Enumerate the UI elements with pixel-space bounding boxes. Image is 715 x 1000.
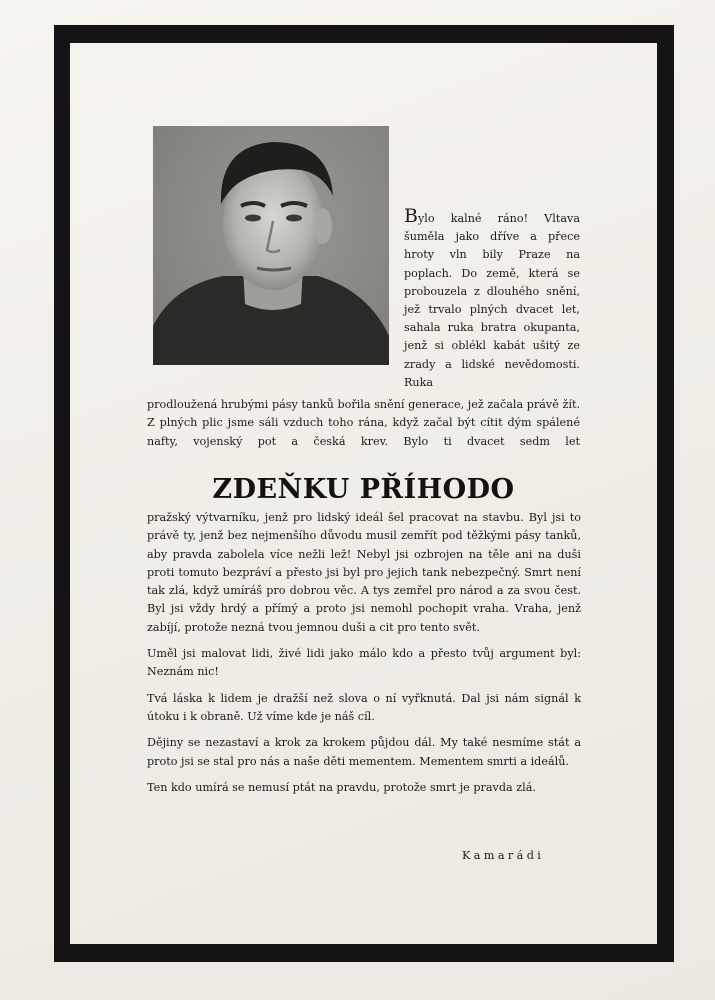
deceased-name-heading: ZDEŇKU PŘÍHODO [212,474,515,505]
eulogy-paragraph-3: Tvá láska k lidem je dražší než slova o ní vyřknutá. Dal jsi nám signál k útoku i k obraně. Už víme kde je náš cíl. [147,691,581,723]
eulogy-paragraph-1: pražský výtvarníku, jenž pro lidský ideál šel pracovat na stavbu. Byl jsi to právě ty, jenž bez nejmenšího důvodu musil zemřít pod těžkými pásy tanků, aby pravda zabolela více nežli lež! Nebyl jsi ozbrojen na těle ani na duši proti tomuto bezpráví a přesto jsi byl pro jejich tank nebezpečný. Smrt není tak zlá, když umíráš pro dobrou věc. A tys zemřel pro národ a za svou čest. Byl jsi vždy hrdý a přímý a proto jsi nemohl pochopit vraha. Vraha, jenž zabíjí, protože nezná tvou jemnou duši a cit pro tento svět. [147,511,581,634]
signature: Kamarádi [462,849,545,862]
portrait-photo [153,126,389,365]
drop-cap: B [404,205,418,227]
intro-text: ylo kalné ráno! Vltava šuměla jako dříve a přece hroty vln bily Praze na poplach. Do země, která se probouzela z dlouhého snění, jež trvalo plných dvacet let, sahala ruka bratra okupanta, jenž si oblékl kabát ušitý ze zrady a lidské nevědomosti. Ruka [404,212,580,389]
intro-continuation: prodloužená hrubými pásy tanků bořila snění generace, jež začala právě žít. Z plných plic jsme sáli vzduch toho rána, když začal být cítit dým spálené nafty, vojenský pot a česká krev. Bylo ti dvacet sedm let [147,398,580,448]
eulogy-paragraph-5: Ten kdo umírá se nemusí ptát na pravdu, protože smrt je pravda zlá. [147,780,536,794]
eulogy-paragraph-4: Dějiny se nezastaví a krok za krokem půjdou dál. My také nesmíme stát a proto jsi se stal pro nás a naše děti mementem. Mementem smrti a ideálů. [147,736,581,768]
intro-paragraph [404,205,580,392]
eulogy-paragraph-2: Uměl jsi malovat lidi, živé lidi jako málo kdo a přesto tvůj argument byl: Neznám nic! [147,647,581,679]
border-top [56,25,674,43]
eulogy-body [147,509,581,805]
border-bottom [54,944,674,962]
